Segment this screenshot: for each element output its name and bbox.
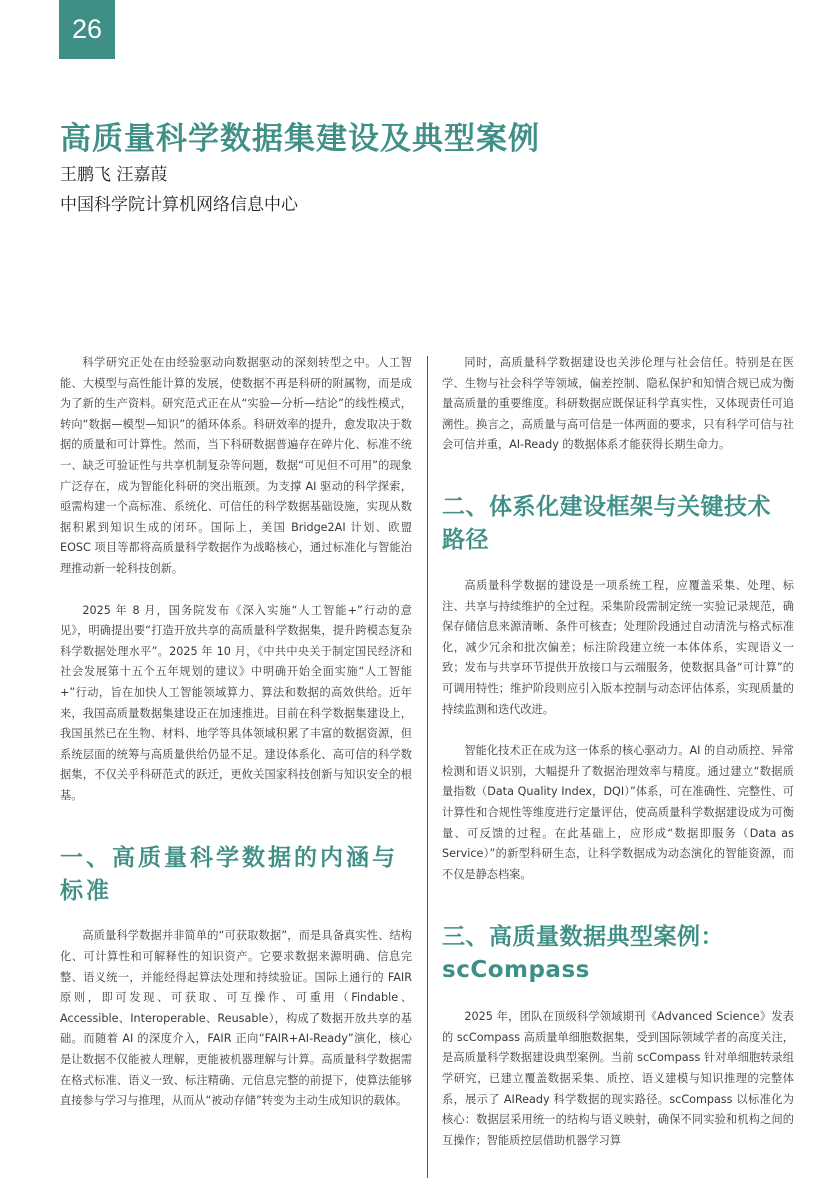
section-2-paragraph-1: 高质量科学数据的建设是一项系统工程，应覆盖采集、处理、标注、共享与持续维护的全过程。采集阶段需制定统一实验记录规范，确保存储信息来源清晰、条件可核查；处理阶段通过自动清洗与格式标准化，减少冗余和批次偏差；标注阶段建立统一本体体系，实现语义一致；发布与共享环节提供开放接口与云端服务，使数据具备“可计算”的可调用特性；维护阶段则应引入版本控制与动态评估体系，实现质量的持续监测和迭代改进。 bbox=[442, 578, 794, 716]
page-number-badge bbox=[59, 0, 115, 59]
section-3-paragraph-1: 2025 年，团队在顶级科学领域期刊《Advanced Science》发表的 scCompass 高质量单细胞数据集，受到国际领域学者的高度关注，是高质量科学数据建设典型案例。当前 scCompass 针对单细胞转录组学研究，已建立覆盖数据采集、质控、语义建模与知识推理的完整体系，展示了 AIReady 科学数据的现实路径。scCompass 以标准化为核心：数据层采用统一的结构与语义映射，确保不同实验和机构之间的互操作；智能质控层借助机器学习算 bbox=[442, 1010, 794, 1147]
article-authors: 王鹏飞 汪嘉葭 bbox=[60, 165, 168, 185]
section-1-paragraph-1: 高质量科学数据并非简单的“可获取数据”，而是具备真实性、结构化、可计算性和可解释性的知识资产。它要求数据来源明确、信息完整、语义统一，并能经得起算法处理和持续验证。国际上通行的 FAIR 原则，即可发现、可获取、可互操作、可重用（Findable、Accessible、Interoperable、Reusable），构成了数据开放共享的基础。而随着 AI 的深度介入，FAIR 正向“FAIR+AI-Ready”演化，核心是让数据不仅能被人理解，更能被机器理解与计算。高质量科学数据需在格式标准、语义一致、标注精确、元信息完整的前提下，使算法能够直接参与学习与推理，从而从“被动存储”转变为主动生成知识的载体。 bbox=[60, 929, 412, 1108]
article-title: 高质量科学数据集建设及典型案例 bbox=[60, 121, 540, 157]
left-column bbox=[60, 353, 412, 1112]
section-2-heading: 二、体系化建设框架与关键技术路径 bbox=[442, 493, 771, 553]
intro-paragraph-1: 科学研究正处在由经验驱动向数据驱动的深刻转型之中。人工智能、大模型与高性能计算的发展，使数据不再是科研的附属物，而是成为了新的生产资料。研究范式正在从“实验—分析—结论”的线性模式，转向“数据—模型—知识”的循环体系。科研效率的提升，愈发取决于数据的质量和可计算性。然而，当下科研数据普遍存在碎片化、标准不统一、缺乏可验证性与共享机制复杂等问题，数据“可见但不可用”的现象广泛存在，成为智能化科研的突出瓶颈。为支撑 AI 驱动的科学探索，亟需构建一个高标准、系统化、可信任的科学数据基础设施，实现从数据积累到知识生成的闭环。国际上，美国 Bridge2AI 计划、欧盟 EOSC 项目等都将高质量科学数据作为战略核心，通过标准化与智能治理推动新一轮科技创新。 bbox=[60, 356, 412, 575]
page-number: 26 bbox=[71, 14, 103, 44]
column-divider bbox=[427, 356, 428, 1178]
section-3-heading: 三、高质量数据典型案例：scCompass bbox=[442, 924, 724, 984]
intro-paragraph-2: 2025 年 8 月，国务院发布《深入实施“人工智能+”行动的意见》，明确提出要“打造开放共享的高质量科学数据集，提升跨模态复杂科学数据处理水平”。2025 年 10 月，《中共中央关于制定国民经济和社会发展第十五个五年规划的建议》中明确开始全面实施“人工智能+”行动，旨在加快人工智能领域算力、算法和数据的高效供给。近年来，我国高质量数据集建设正在加速推进。目前在科学数据集建设上，我国虽然已在生物、材料、地学等具体领域积累了丰富的数据资源，但系统层面的统筹与高质量供给仍显不足。建设体系化、高可信的科学数据集，不仅关乎科研范式的跃迁，更攸关国家科技创新与知识安全的根基。 bbox=[60, 603, 412, 802]
right-paragraph-1: 同时，高质量科学数据建设也关涉伦理与社会信任。特别是在医学、生物与社会科学等领域，偏差控制、隐私保护和知情合规已成为衡量高质量的重要维度。科研数据应既保证科学真实性，又体现责任可追溯性。换言之，高质量与高可信是一体两面的要求，只有科学可信与社会可信并重，AI-Ready 的数据体系才能获得长期生命力。 bbox=[442, 356, 794, 452]
section-1-heading: 一、高质量科学数据的内涵与标准 bbox=[60, 845, 398, 905]
author-affiliation: 中国科学院计算机网络信息中心 bbox=[60, 195, 298, 215]
section-2-paragraph-2: 智能化技术正在成为这一体系的核心驱动力。AI 的自动质控、异常检测和语义识别，大幅提升了数据治理效率与精度。通过建立“数据质量指数（Data Quality Index，DQI）”体系，可在准确性、完整性、可计算性和合规性等维度进行定量评估，使高质量科学数据建设成为可衡量、可反馈的过程。在此基础上，应形成“数据即服务（Data as Service）”的新型科研生态，让科学数据成为动态演化的智能资源，而不仅是静态档案。 bbox=[442, 744, 794, 881]
right-column bbox=[442, 353, 794, 1151]
